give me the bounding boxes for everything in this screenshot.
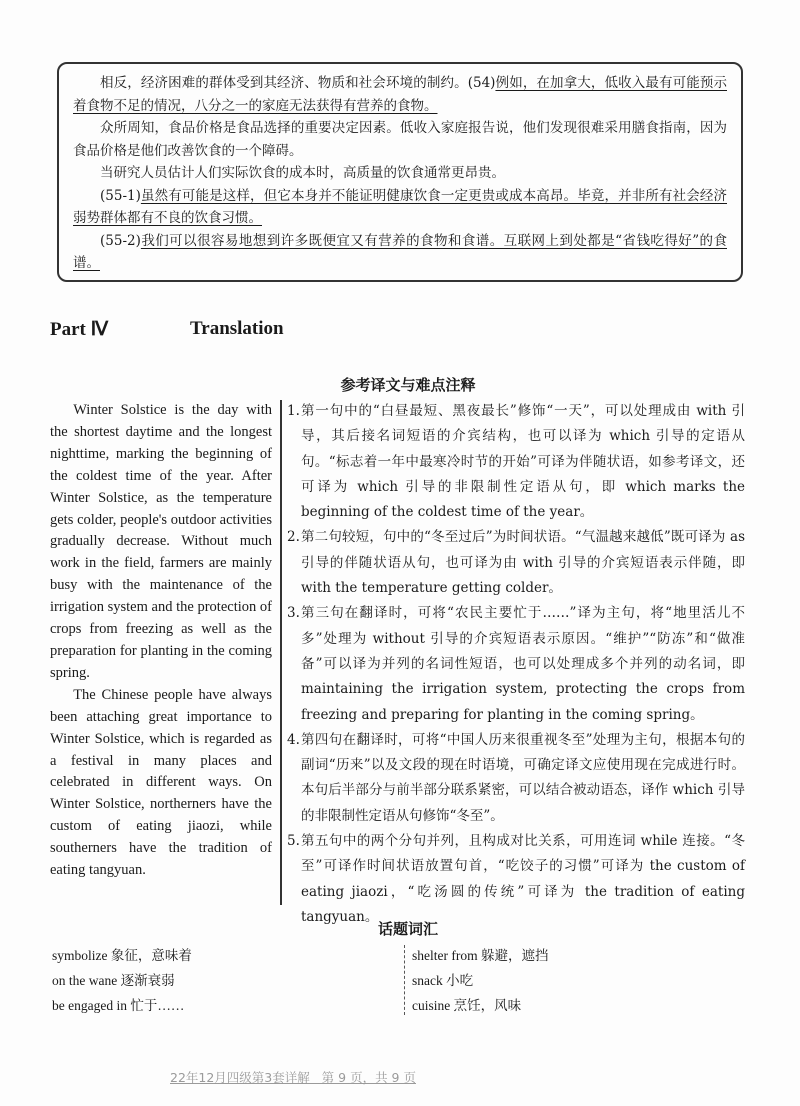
box-paragraph: 众所周知，食品价格是食品选择的重要决定因素。低收入家庭报告说，他们发现很难采用膳食指南，因为食品价格是他们改善饮食的一个障碍。 bbox=[73, 120, 727, 159]
translation-paragraph: The Chinese people have always been attaching great importance to Winter Solstice, which is regarded as a festival in many places and celebrated in different ways. On Winter Solstice, northerners have the custom of eating jiaozi, while southerners have the tradition of eating tangyuan. bbox=[50, 686, 272, 879]
vocab-list-left bbox=[52, 943, 192, 1018]
underlined-sentence-54: 例如，在加拿大，低收入最有可能预示着食物不足的情况，八分之一的家庭无法获得有营养的食物。 bbox=[73, 75, 727, 114]
note-item: 1. 第一句中的“白昼最短、黑夜最长”修饰“一天”，可以处理成由 with 引导，其后接名词短语的介宾结构，也可以译为 which 引导的定语从句。“标志着一年中最寒冷时节的开始”可译为伴随状语，如参考译文，还可译为 which 引导的非限制性定语从句，即 which marks the beginning of the coldest time of the year。 bbox=[287, 403, 745, 521]
note-item: 3. 第三句在翻译时，可将“农民主要忙于……”译为主句，将“地里活儿不多”处理为 without 引导的介宾短语表示原因。“维护”“防冻”和“做准备”可以译为并列的名词性短语，也可以处理成多个并列的动名词，即 maintaining the irrigation system, protecting the crops from freezing and preparing for planting in the coming spring。 bbox=[287, 605, 745, 723]
notes-list bbox=[287, 399, 745, 930]
underlined-sentence-55-1: 虽然有可能是这样，但它本身并不能证明健康饮食一定更贵或成本高昂。毕竟，并非所有社会经济弱势群体都有不良的饮食习惯。 bbox=[73, 187, 727, 226]
vocab-list-right bbox=[412, 943, 548, 1018]
note-item: 4. 第四句在翻译时，可将“中国人历来很重视冬至”处理为主句，根据本句的副词“历来”以及文段的现在时语境，可确定译文应使用现在完成进行时。本句后半部分与前半部分联系紧密，可以结合被动语态，译作 which 引导的非限制性定语从句修饰“冬至”。 bbox=[287, 731, 745, 824]
box-paragraph: 相反，经济困难的群体受到其经济、物质和社会环境的制约。(54)例如，在加拿大，低收入最有可能预示着食物不足的情况，八分之一的家庭无法获得有营养的食物。 bbox=[73, 75, 727, 114]
box-paragraph: (55-2)我们可以很容易地想到许多既便宜又有营养的食物和食谱。互联网上到处都是“省钱吃得好”的食谱。 bbox=[73, 232, 727, 271]
box-paragraph: 当研究人员估计人们实际饮食的成本时，高质量的饮食通常更昂贵。 bbox=[100, 165, 505, 181]
vocab-title: 话题词汇 bbox=[377, 920, 438, 938]
notes-title: 参考译文与难点注释 bbox=[340, 376, 476, 394]
translation-text bbox=[50, 400, 272, 882]
box-paragraph: (55-1)虽然有可能是这样，但它本身并不能证明健康饮食一定更贵或成本高昂。毕竟，并非所有社会经济弱势群体都有不良的饮食习惯。 bbox=[73, 187, 727, 226]
note-item: 2. 第二句较短，句中的“冬至过后”为时间状语。“气温越来越低”既可译为 as 引导的伴随状语从句，也可译为由 with 引导的介宾短语表示伴随，即 with the temperature getting colder。 bbox=[287, 529, 745, 597]
vocab-item: on the wane 逐渐衰弱 bbox=[52, 973, 175, 988]
translation-paragraph: Winter Solstice is the day with the shortest daytime and the longest nighttime, marking the beginning of the coldest time of the year. After Winter Solstice, as the temperature gets colder, people's outdoor activities gradually decrease. Without much work in the field, farmers are mainly busy with the maintenance of the irrigation system and the protection of crops from freezing as well as the preparation for planting in the coming spring. bbox=[50, 402, 272, 681]
vocab-item: snack 小吃 bbox=[412, 973, 474, 988]
vocab-item: symbolize 象征，意味着 bbox=[52, 948, 192, 963]
part-label: Part Ⅳ bbox=[50, 319, 109, 340]
column-divider bbox=[280, 400, 282, 905]
reading-translation-box bbox=[57, 62, 743, 282]
underlined-sentence-55-2: 我们可以很容易地想到许多既便宜又有营养的食物和食谱。互联网上到处都是“省钱吃得好”的食谱。 bbox=[73, 232, 727, 271]
vocab-divider bbox=[404, 945, 405, 1015]
note-item: 5. 第五句中的两个分句并列，且构成对比关系，可用连词 while 连接。“冬至”可译作时间状语放置句首，“吃饺子的习惯”可译为 the custom of eating jiaozi，“吃汤圆的传统”可译为 the tradition of eating tangyuan。 bbox=[287, 833, 745, 925]
page-footer: 22年12月四级第3套详解 第 9 页，共 9 页 bbox=[170, 1070, 416, 1085]
vocab-item: shelter from 躲避，遮挡 bbox=[412, 948, 549, 963]
part-heading bbox=[50, 318, 284, 341]
part-title: Translation bbox=[190, 318, 284, 339]
vocab-item: cuisine 烹饪，风味 bbox=[412, 998, 522, 1013]
vocab-item: be engaged in 忙于…… bbox=[52, 998, 185, 1013]
